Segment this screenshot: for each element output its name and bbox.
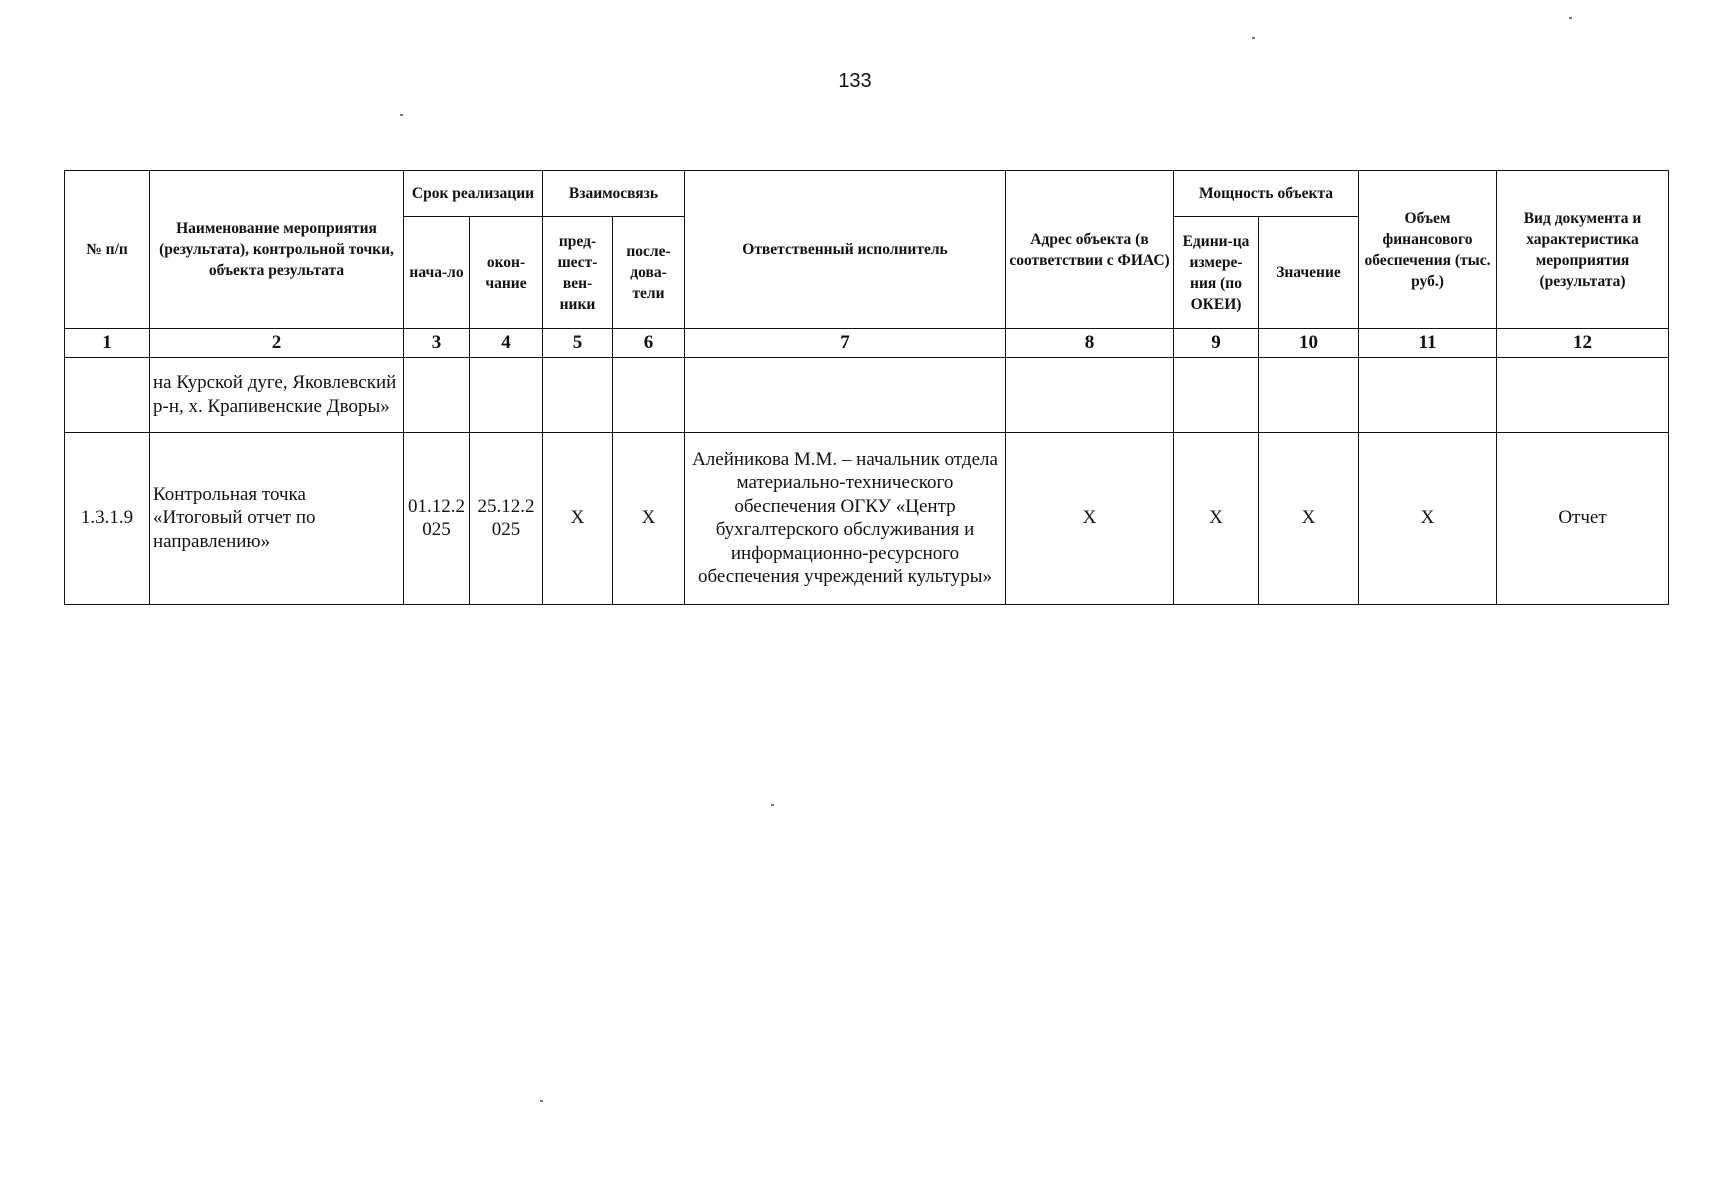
header-finance: Объем финансового обеспечения (тыс. руб.): [1359, 171, 1497, 329]
term-end-cell: [470, 357, 543, 432]
column-number: 11: [1359, 329, 1497, 358]
document-type-cell: [1497, 357, 1669, 432]
header-term-end: окон-чание: [470, 217, 543, 329]
header-link-group: Взаимосвязь: [543, 171, 685, 217]
header-link-predecessors: пред-шест-вен-ники: [543, 217, 613, 329]
activity-name-cell: на Курской дуге, Яковлевский р-н, х. Крапивенские Дворы»: [150, 357, 404, 432]
term-start-cell: 01.12.2025: [404, 432, 470, 604]
scan-speck: [771, 804, 774, 806]
successors-cell: [613, 357, 685, 432]
capacity-unit-cell: X: [1174, 432, 1259, 604]
responsible-cell: Алейникова М.М. – начальник отдела материально-технического обеспечения ОГКУ «Центр бухгалтерского обслуживания и информационно-ресурсного обеспечения учреждений культуры»: [685, 432, 1006, 604]
page-number: 133: [838, 70, 872, 92]
address-cell: X: [1006, 432, 1174, 604]
successors-cell: X: [613, 432, 685, 604]
header-capacity-value: Значение: [1259, 217, 1359, 329]
column-number: 2: [150, 329, 404, 358]
term-end-cell: 25.12.2025: [470, 432, 543, 604]
header-link-successors: после-дова-тели: [613, 217, 685, 329]
table-row: [65, 432, 1669, 604]
activity-name-cell: Контрольная точка «Итоговый отчет по направлению»: [150, 432, 404, 604]
column-number: 3: [404, 329, 470, 358]
column-number: 10: [1259, 329, 1359, 358]
header-address: Адрес объекта (в соответствии с ФИАС): [1006, 171, 1174, 329]
column-number: 12: [1497, 329, 1669, 358]
header-row-number: № п/п: [65, 171, 150, 329]
header-responsible: Ответственный исполнитель: [685, 171, 1006, 329]
capacity-value-cell: X: [1259, 432, 1359, 604]
scan-speck: [1569, 17, 1572, 19]
address-cell: [1006, 357, 1174, 432]
header-activity-name: Наименование мероприятия (результата), контрольной точки, объекта результата: [150, 171, 404, 329]
header-term-group: Срок реализации: [404, 171, 543, 217]
header-term-start: нача-ло: [404, 217, 470, 329]
document-type-cell: Отчет: [1497, 432, 1669, 604]
header-document-type: Вид документа и характеристика мероприятия (результата): [1497, 171, 1669, 329]
predecessors-cell: [543, 357, 613, 432]
column-number: 1: [65, 329, 150, 358]
finance-cell: X: [1359, 432, 1497, 604]
finance-cell: [1359, 357, 1497, 432]
scan-speck: [400, 114, 403, 116]
activity-plan-table: [64, 170, 1669, 605]
header-capacity-group: Мощность объекта: [1174, 171, 1359, 217]
column-number: 7: [685, 329, 1006, 358]
column-number: 4: [470, 329, 543, 358]
column-number: 9: [1174, 329, 1259, 358]
capacity-value-cell: [1259, 357, 1359, 432]
column-number-row: [65, 329, 1669, 358]
row-number-cell: 1.3.1.9: [65, 432, 150, 604]
term-start-cell: [404, 357, 470, 432]
predecessors-cell: X: [543, 432, 613, 604]
scan-speck: [540, 1100, 543, 1102]
table-row: [65, 357, 1669, 432]
capacity-unit-cell: [1174, 357, 1259, 432]
scan-speck: [1252, 37, 1255, 39]
responsible-cell: [685, 357, 1006, 432]
column-number: 8: [1006, 329, 1174, 358]
column-number: 6: [613, 329, 685, 358]
column-number: 5: [543, 329, 613, 358]
row-number-cell: [65, 357, 150, 432]
header-capacity-unit: Едини-ца измере-ния (по ОКЕИ): [1174, 217, 1259, 329]
table-header: [65, 171, 1669, 358]
